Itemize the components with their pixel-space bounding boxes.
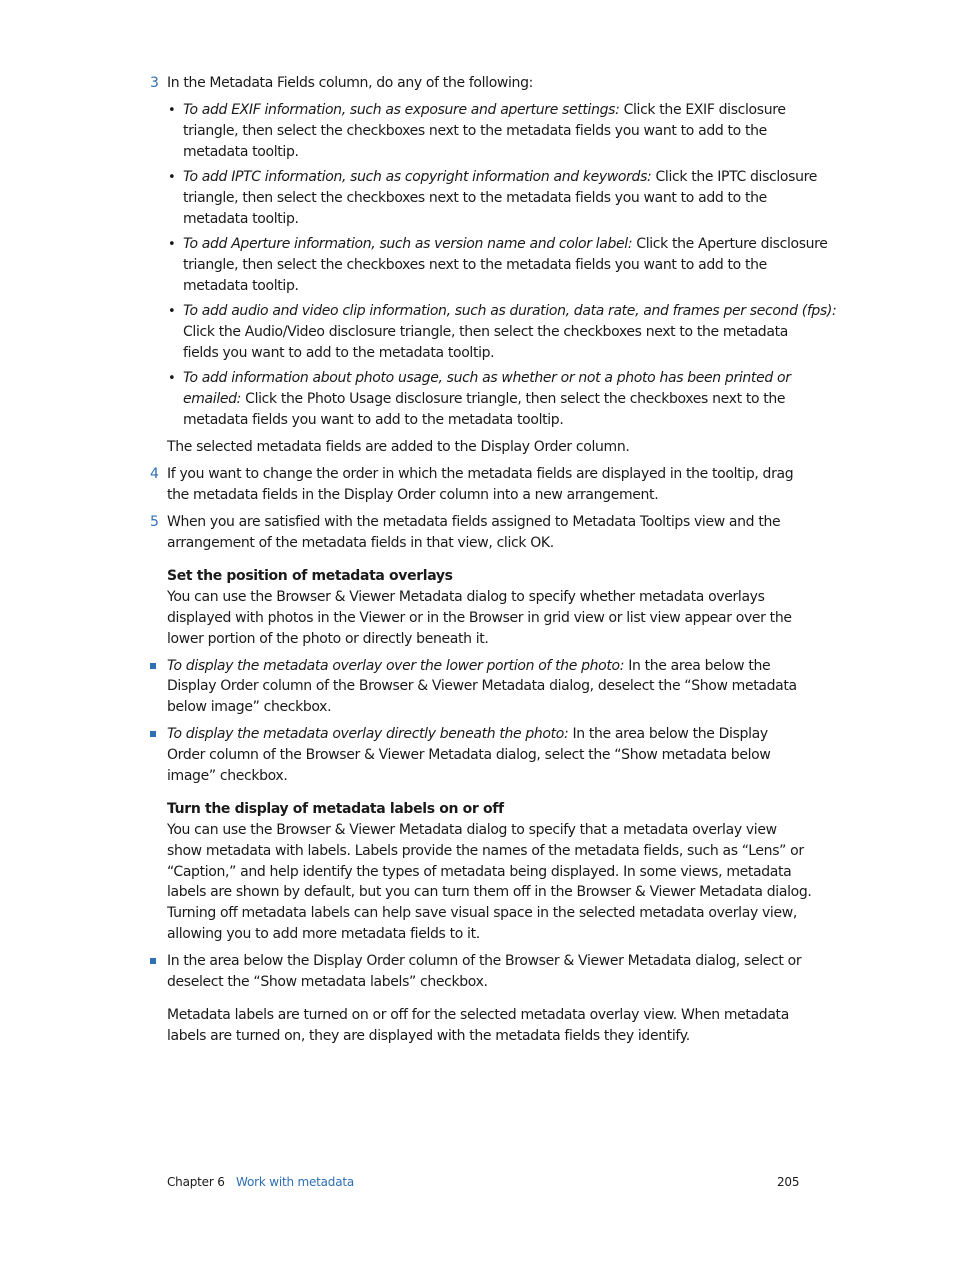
- bullet-line: below image” checkbox.: [167, 699, 332, 715]
- bullet-dot: •: [168, 103, 176, 118]
- bullet-line: deselect the “Show metadata labels” checkbox.: [167, 974, 488, 990]
- step-number: 4: [150, 466, 159, 482]
- bullet-line: To add Aperture information, such as version name and color label: Click the Aperture disclosure: [183, 236, 828, 252]
- bullet-line: To add IPTC information, such as copyright information and keywords: Click the IPTC disclosure: [183, 169, 817, 185]
- bullet-line: image” checkbox.: [167, 768, 288, 784]
- bullet-line: metadata fields you want to add to the metadata tooltip.: [183, 412, 564, 428]
- paragraph-line: show metadata with labels. Labels provide the names of the metadata fields, such as “Lens” or: [167, 843, 804, 859]
- page-number: 205: [777, 1175, 800, 1189]
- step-text: In the Metadata Fields column, do any of the following:: [167, 75, 533, 91]
- step-text: arrangement of the metadata fields in that view, click OK.: [167, 535, 554, 551]
- bullet-line: metadata tooltip.: [183, 278, 299, 294]
- step-text: the metadata fields in the Display Order column into a new arrangement.: [167, 487, 659, 503]
- step-text: If you want to change the order in which the metadata fields are displayed in the tooltip, drag: [167, 466, 794, 482]
- bullet-line: Display Order column of the Browser & Viewer Metadata dialog, deselect the “Show metadata: [167, 678, 797, 694]
- bullet-line: To display the metadata overlay directly beneath the photo: In the area below the Display: [167, 726, 768, 742]
- square-bullet-icon: [150, 958, 156, 964]
- footer-chapter-link[interactable]: Work with metadata: [236, 1175, 355, 1189]
- step-number: 5: [150, 514, 159, 530]
- paragraph-line: You can use the Browser & Viewer Metadata dialog to specify whether metadata overlays: [167, 589, 765, 605]
- square-bullet-icon: [150, 663, 156, 669]
- bullet-line: To add information about photo usage, such as whether or not a photo has been printed or: [183, 370, 791, 386]
- step-number: 3: [150, 75, 159, 91]
- step-text: When you are satisfied with the metadata fields assigned to Metadata Tooltips view and the: [167, 514, 781, 530]
- paragraph-line: allowing you to add more metadata fields to it.: [167, 926, 480, 942]
- paragraph-line: Turning off metadata labels can help save visual space in the selected metadata overlay view,: [167, 905, 797, 921]
- bullet-line: triangle, then select the checkboxes next to the metadata fields you want to add to the: [183, 190, 767, 206]
- bullet-line: In the area below the Display Order column of the Browser & Viewer Metadata dialog, select or: [167, 953, 802, 969]
- paragraph-line: displayed with photos in the Viewer or in the Browser in grid view or list view appear over the: [167, 610, 792, 626]
- bullet-line: triangle, then select the checkboxes next to the metadata fields you want to add to the: [183, 123, 767, 139]
- paragraph-line: labels are shown by default, but you can turn them off in the Browser & Viewer Metadata dialog.: [167, 884, 812, 900]
- section-heading: Turn the display of metadata labels on or off: [167, 801, 504, 817]
- bullet-line: Order column of the Browser & Viewer Metadata dialog, select the “Show metadata below: [167, 747, 771, 763]
- step-result: The selected metadata fields are added to the Display Order column.: [167, 439, 630, 455]
- bullet-dot: •: [168, 170, 176, 185]
- square-bullet-icon: [150, 731, 156, 737]
- bullet-dot: •: [168, 237, 176, 252]
- footer-chapter: Chapter 6: [167, 1175, 225, 1189]
- paragraph-line: “Caption,” and help identify the types of metadata being displayed. In some views, metadata: [167, 864, 792, 880]
- bullet-line: To display the metadata overlay over the lower portion of the photo: In the area below the: [167, 658, 771, 674]
- bullet-line: fields you want to add to the metadata tooltip.: [183, 345, 495, 361]
- bullet-line: To add audio and video clip information, such as duration, data rate, and frames per second (fps):: [183, 303, 837, 319]
- paragraph-line: labels are turned on, they are displayed with the metadata fields they identify.: [167, 1028, 690, 1044]
- bullet-line: Click the Audio/Video disclosure triangle, then select the checkboxes next to the metadata: [183, 324, 788, 340]
- paragraph-line: lower portion of the photo or directly beneath it.: [167, 631, 489, 647]
- bullet-line: emailed: Click the Photo Usage disclosure triangle, then select the checkboxes next to the: [183, 391, 786, 407]
- bullet-dot: •: [168, 304, 176, 319]
- section-heading: Set the position of metadata overlays: [167, 568, 453, 584]
- bullet-line: To add EXIF information, such as exposure and aperture settings: Click the EXIF disclosure: [183, 102, 786, 118]
- paragraph-line: Metadata labels are turned on or off for the selected metadata overlay view. When metadata: [167, 1007, 789, 1023]
- bullet-line: metadata tooltip.: [183, 144, 299, 160]
- paragraph-line: You can use the Browser & Viewer Metadata dialog to specify that a metadata overlay view: [167, 822, 777, 838]
- bullet-line: triangle, then select the checkboxes next to the metadata fields you want to add to the: [183, 257, 767, 273]
- bullet-line: metadata tooltip.: [183, 211, 299, 227]
- bullet-dot: •: [168, 371, 176, 386]
